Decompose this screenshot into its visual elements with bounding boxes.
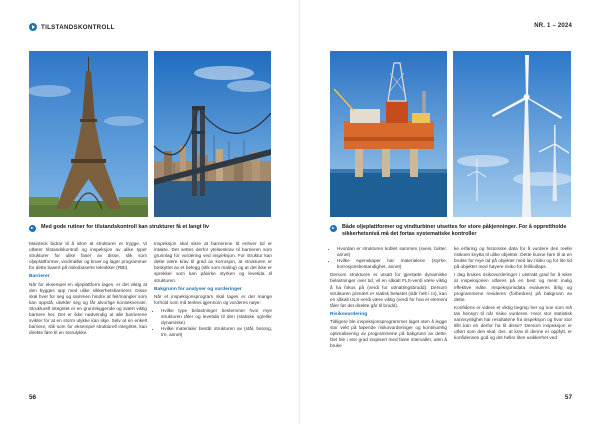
page-number-left: 56 [29, 394, 37, 401]
text-column-2 [154, 241, 272, 340]
paragraph: Mainteck bidrar til å sikre at strukturer er trygge. Vi utfører tilstandskontroll og inspeksjon av ulike typer strukturer for ulike faser av disse, slik som oljeplattformer, vindmøller og bruer og lager programmer for dette basert på risikobaserte teknikker (RBI). [29, 241, 147, 271]
paragraph: Når et inspeksjonsprogram skal lages er det mange forhold som må tenkes igjennom og vurderes nøye: [154, 293, 272, 305]
list-item: • Hvordan er strukturen koblet sammen (sveis, bolter, annet) [337, 246, 447, 258]
subheading-bakgrunn: Bakgrunn for analyser og vurderinger [154, 286, 242, 292]
paragraph: Konfidens er videre et viktig begrep her og noe som må tas hensyn til når risiko vurderes. Hvor stor statistisk sannsynlighet har resultatene fra inspeksjon og hvor stor tillit kan en derfor ha til disse? Dersom inspeksjon er utført som den skal, dvs. at krav til denne er oppfylt, er konfidensen god og det heller liten usikkerhet ved [454, 304, 572, 341]
paragraph: Inspeksjon skal sikre at barrierene til enhver tid er intakte. Det settes derfor ytelseskrav til barrieren som grunnlag for vurdering ved inspeksjon. For struktur kan dette være krav til grad av korrosjon, at strukturen er beskyttet av et belegg (slik som maling) og at det ikke er sprekker som kan påvirke styrken og levetida til strukturen. [154, 241, 272, 283]
subheading-risikovurdering: Risikovurdering [330, 311, 368, 317]
section-header [29, 23, 115, 31]
right-page [300, 0, 600, 424]
paragraph: ke erfaring og historiske data for å vurdere den reelle risikoen knytta til ulike objekter. Dette kunne føre til at en brukte for mye tid på objekter med lav risiko og for lite tid på objekter med høyere risiko for feil/kollaps. [454, 246, 572, 270]
section-arrow-icon [29, 23, 37, 31]
photo-caption-right [330, 224, 572, 237]
paragraph: Når for eksempel en oljeplattform lages, er det viktig at den bygges opp med ulike sikkerhetsbarrierer. Disse skal hver for seg og sammen hindre at feil/mangler som kan oppstå, utvikler seg og får alvorlige konsekvenser. Strukturell integritet er en grunnleggende og svært viktig barriere her. Det er ikke nødvendig at alle barrierene svikter for at en storm ulykke kan skje. Selv at en enkelt barriere, slik som for eksempel strukturell integritet, kan direkte føre til en storulykke. [29, 281, 147, 336]
issue-number: NR. 1 – 2024 [534, 23, 572, 29]
photo-caption-left [29, 224, 274, 232]
caption-arrow-icon [29, 225, 36, 232]
eiffel-tower-photo [29, 51, 148, 217]
text-column-4 [454, 246, 572, 343]
page-number-right: 57 [564, 394, 572, 401]
caption-text: Både oljeplattformer og vindturbiner utsettes for store påkjenninger. For å opprettholde sikkerhetsnivå må det fortas systematiske kontroller [342, 224, 567, 237]
text-column-1 [29, 241, 147, 338]
caption-text: Med gode rutiner for tilstandskontroll kan strukturer få et langt liv [41, 224, 210, 230]
bridge-photo [154, 51, 271, 217]
section-title: TILSTANDSKONTROLL [41, 23, 115, 31]
bullet-list [330, 246, 447, 270]
list-item: • Hvilke type belastninger bestemmer hvor mye strukturen tåler og levetida til den (statiske og/eller dynamiske) [161, 308, 272, 326]
paragraph: I dag brukes risikovurderinger i utstrakt grad for å sikre at inspeksjonen utføres på en best og mest mulig effektive måte. Inspeksjonsdata evalueres årlig og programmene revideres (forbedres) på bakgrunn av dette. [454, 272, 572, 302]
wind-turbines-photo [453, 51, 571, 217]
bullet-list [154, 308, 272, 338]
paragraph: Tidligere ble inspeksjonsprogrammer laget uten å legge stor vekt på løpende risikovurderinger og kontinuerlig optimalisering av programmene på bakgrunn av dette. Det ble i stor grad inspisert med faste intervaller, uten å bruke [330, 319, 447, 349]
paragraph: Dersom strukturen er utsatt for gjentatte dynamiske belastninger over tid, vil en såkalt FLS-verdi være viktig å ha fokus på (verdi for utmattingsbrudd). Dersom strukturen primært er statisk belastet (står helt i ro), kan en såkalt ULS-verdi være viktig (verdi for hva et element tåler før det direkte går til brudd). [330, 272, 447, 308]
oil-platform-photo [330, 51, 447, 217]
subheading-barrierer: Barrierer [29, 274, 50, 280]
text-column-3 [330, 246, 447, 352]
list-item: • Hvilke materialer består strukturen av (stål, betong, tre, annet) [161, 326, 272, 338]
caption-arrow-icon [330, 225, 337, 232]
list-item: • Hvilke egenskaper har materialene (styrke, korrosjonsbestandighet, annet) [337, 258, 447, 270]
